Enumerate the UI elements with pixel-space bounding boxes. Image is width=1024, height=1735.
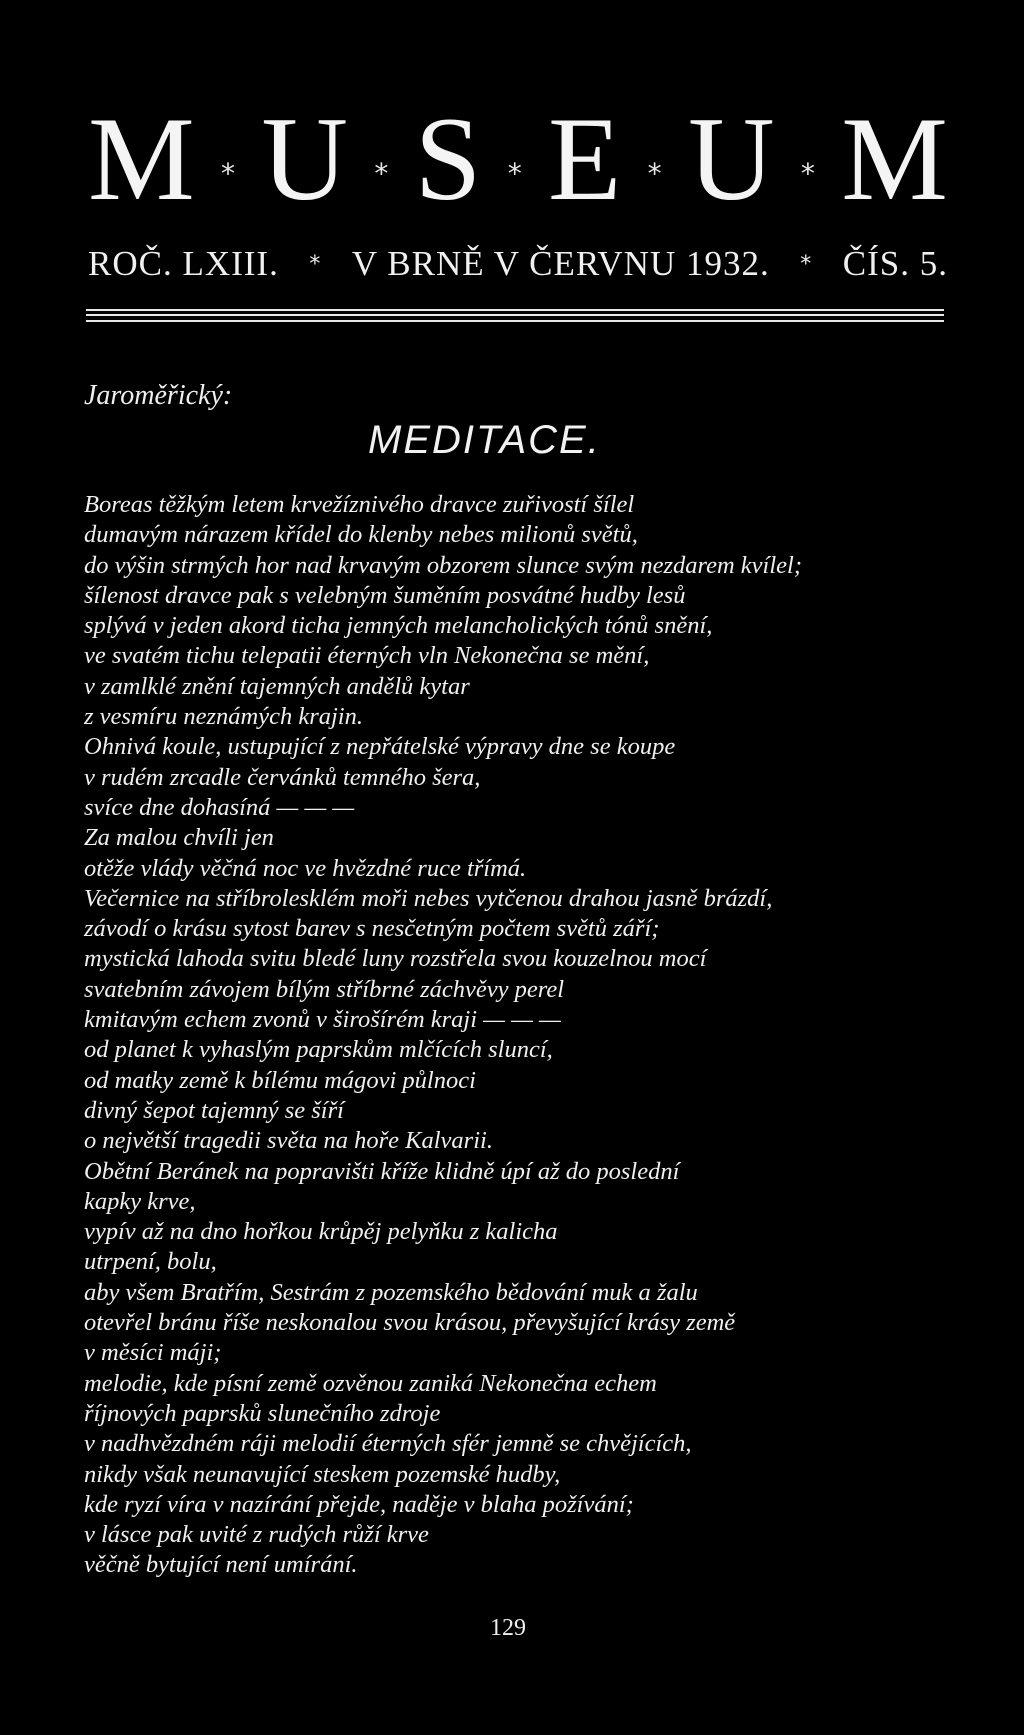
poem-line: v měsíci máji; [84, 1339, 222, 1367]
poem-line: od planet k vyhaslým paprskům mlčících sluncí, [84, 1036, 553, 1064]
poem-line: věčně bytující není umírání. [84, 1551, 358, 1579]
poem-line: Za malou chvíli jen [84, 824, 274, 852]
poem-line: splývá v jeden akord ticha jemných melancholických tónů snění, [84, 612, 713, 640]
poem-line: kmitavým echem zvonů v širošírém kraji — — — [84, 1006, 561, 1034]
poem-line: divný šepot tajemný se šíří [84, 1096, 344, 1124]
poem-line: Boreas těžkým letem krvežíznivého dravce zuřivostí šílel [84, 491, 635, 518]
poem-line: v zamlklé znění tajemných andělů kytar [84, 672, 470, 700]
masthead-letter: S [414, 92, 482, 225]
poem-line: utrpení, bolu, [84, 1248, 217, 1276]
issue-info [88, 244, 948, 284]
star-separator-icon: * [309, 251, 322, 277]
poem-line: šílenost dravce pak s velebným šuměním posvátné hudby lesů [84, 581, 686, 609]
poem-line: ve svatém tichu telepatii éterných vln Nekonečna se mění, [84, 642, 650, 670]
poem-line: od matky země k bílému mágovi půlnoci [84, 1066, 476, 1094]
poem-line: dumavým nárazem křídel do klenby nebes milionů světů, [84, 521, 638, 549]
poem-line: z vesmíru neznámých krajin. [84, 703, 363, 731]
issue-place-date: V BRNĚ V ČERVNU 1932. [351, 244, 770, 283]
article-author: Jaroměřický: [84, 380, 233, 411]
poem-line: v nadhvězdném ráji melodií éterných sfér jemně se chvějících, [84, 1430, 692, 1458]
masthead-letter: M [841, 92, 948, 225]
poem-line: kde ryzí víra v nazírání přejde, naděje v blaha požívání; [84, 1490, 634, 1518]
poem-body [84, 490, 954, 1581]
star-separator-icon: * [374, 156, 389, 190]
page-number: 129 [490, 1615, 526, 1641]
issue-number: ČÍS. 5. [842, 244, 948, 283]
poem-line: aby všem Bratřím, Sestrám z pozemského bědování muk a žalu [84, 1278, 698, 1306]
star-separator-icon: * [647, 156, 662, 190]
poem-line: v lásce pak uvité z rudých růží krve [84, 1521, 429, 1549]
poem-line: otěže vlády věčná noc ve hvězdné ruce třímá. [84, 854, 527, 882]
header-divider [86, 314, 944, 316]
poem-line: kapky krve, [84, 1187, 196, 1215]
poem-line: otevřel bránu říše neskonalou svou krásou, převyšující krásy země [84, 1309, 736, 1337]
poem-line: mystická lahoda svitu bledé luny rozstřela svou kouzelnou mocí [84, 945, 707, 973]
poem-line: v rudém zrcadle červánků temného šera, [84, 763, 481, 791]
poem-line: vypív až na dno hořkou krůpěj pelyňku z kalicha [84, 1218, 558, 1246]
poem-line: melodie, kde písní země ozvěnou zaniká Nekonečna echem [84, 1369, 657, 1397]
poem-line: Ohnivá koule, ustupující z nepřátelské výpravy dne se koupe [84, 733, 676, 761]
poem-line: o největší tragedii světa na hoře Kalvarii. [84, 1127, 493, 1155]
poem-line: říjnových paprsků slunečního zdroje [84, 1399, 441, 1427]
poem-line: nikdy však neunavující steskem pozemské hudby, [84, 1460, 561, 1488]
star-separator-icon: * [221, 156, 236, 190]
masthead-letter: U [687, 92, 775, 225]
poem-line: Večernice na stříbrolesklém moři nebes vytčenou drahou jasně brázdí, [84, 884, 773, 912]
header-divider [86, 309, 944, 311]
poem-line: Obětní Beránek na popravišti kříže klidně úpí až do poslední [84, 1157, 680, 1185]
masthead-letter: U [261, 92, 348, 225]
poem-line: svíce dne dohasíná — — — [84, 793, 355, 821]
star-separator-icon: * [507, 156, 522, 190]
star-separator-icon: * [800, 156, 815, 190]
journal-masthead [88, 92, 948, 225]
masthead-letter: M [88, 92, 195, 225]
masthead-letter: E [548, 92, 622, 225]
star-separator-icon: * [800, 251, 813, 277]
issue-volume: ROČ. LXIII. [88, 244, 279, 283]
poem-line: svatebním závojem bílým stříbrné záchvěvy perel [84, 975, 565, 1003]
header-divider [86, 320, 944, 322]
article-title: MEDITACE. [368, 418, 601, 462]
poem-line: do výšin strmých hor nad krvavým obzorem slunce svým nezdarem kvílel; [84, 551, 803, 579]
poem-line: závodí o krásu sytost barev s nesčetným počtem světů září; [84, 915, 660, 943]
